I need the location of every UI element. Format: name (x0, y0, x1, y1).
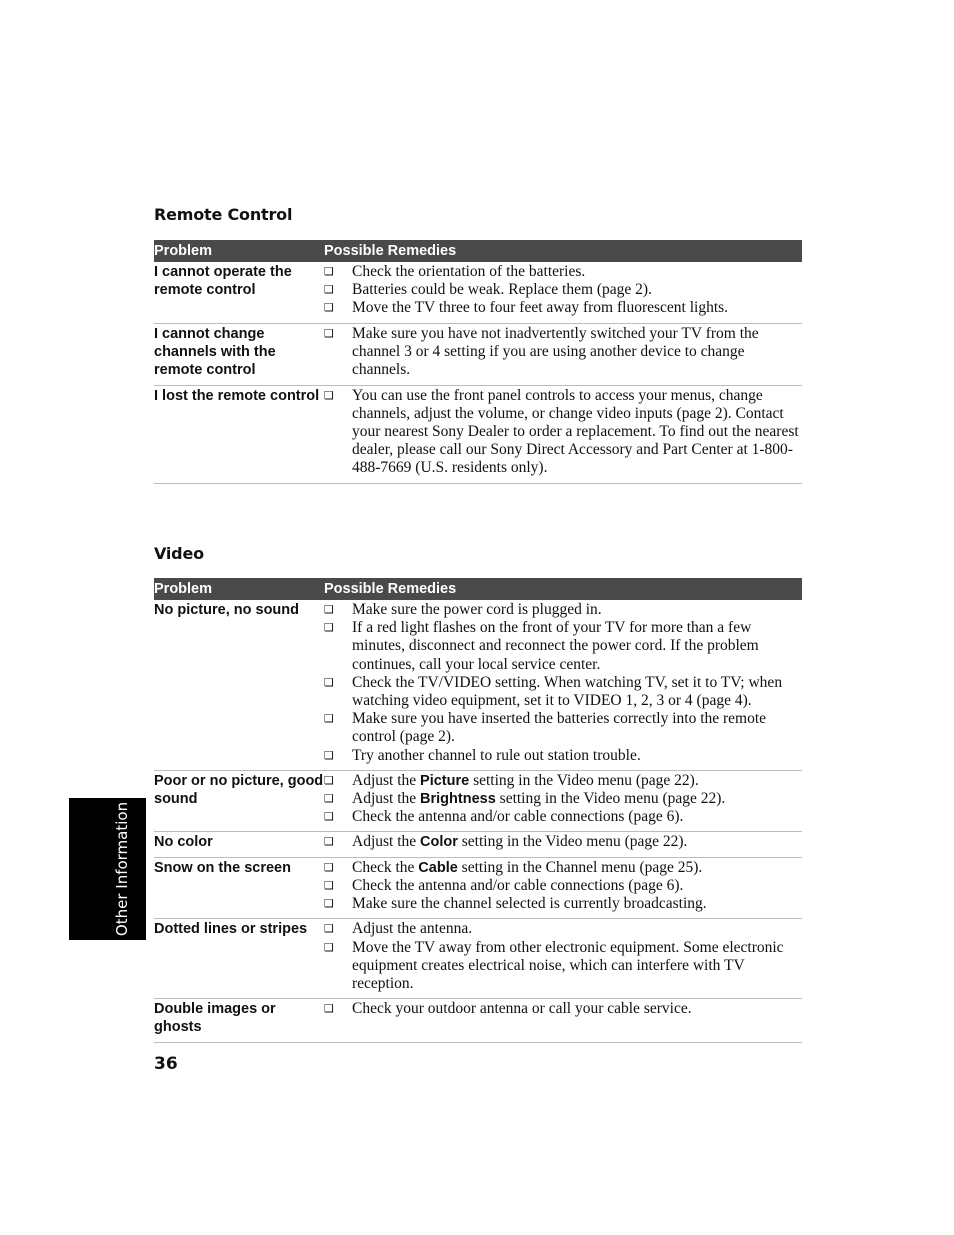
checkbox-bullet-icon: ❑ (324, 283, 334, 297)
remedy-text: Make sure the channel selected is currently broadcasting. (352, 895, 707, 913)
menu-keyword: Color (420, 834, 458, 851)
problem-cell: Poor or no picture, good sound (154, 770, 324, 832)
remedy-item (324, 299, 802, 317)
remedy-item (324, 619, 802, 674)
column-header-remedies: Possible Remedies (324, 240, 802, 262)
remedy-text: setting in the Video menu (page 22). (457, 833, 688, 851)
remote-control-table-body (154, 262, 802, 483)
remedies-list (324, 772, 802, 827)
remedy-text: Make sure you have not inadvertently switched your TV from the channel 3 or 4 setting if you are using another device to change channels. (352, 324, 759, 379)
remedies-list (324, 1000, 802, 1018)
section-title-video: Video (154, 544, 204, 563)
menu-keyword: Cable (418, 859, 458, 876)
remedy-text: Check the TV/VIDEO setting. When watching TV, set it to TV; when watching video equipment, set it to VIDEO 1, 2, 3 or 4 (page 4). (352, 673, 783, 710)
remedy-text: Move the TV away from other electronic equipment. Some electronic equipment creates electrical noise, which can interfere with TV reception. (352, 938, 784, 992)
checkbox-bullet-icon: ❑ (324, 940, 334, 954)
remedy-text: You can use the front panel controls to access your menus, change channels, adjust the volume, or change video inputs (page 2). Contact your nearest Sony Dealer to order a replacement. To find out the nearest dealer, please call our Sony Direct Accessory and Part Center at 1-800-488-7669 (U.S. residents only). (352, 386, 799, 477)
remedy-text: Adjust the (352, 790, 421, 808)
remedies-cell (324, 999, 802, 1043)
remedy-text: setting in the Channel menu (page 25). (457, 858, 703, 876)
video-table (154, 578, 802, 1043)
remedies-cell (324, 262, 802, 323)
problem-cell: I cannot operate the remote control (154, 262, 324, 323)
checkbox-bullet-icon: ❑ (324, 810, 334, 824)
remedy-item (324, 747, 802, 765)
remedy-item (324, 920, 802, 938)
remedies-cell (324, 600, 802, 770)
checkbox-bullet-icon: ❑ (324, 326, 334, 340)
remedy-item (324, 833, 802, 851)
remedies-list (324, 859, 802, 914)
remote-control-table (154, 240, 802, 484)
menu-keyword: Picture (420, 772, 470, 789)
table-row (154, 262, 802, 323)
remedy-item (324, 808, 802, 826)
remedy-item (324, 859, 802, 877)
remedy-item (324, 387, 802, 478)
checkbox-bullet-icon: ❑ (324, 835, 334, 849)
remedy-item (324, 772, 802, 790)
section-title-remote-control: Remote Control (154, 205, 293, 224)
remedy-text: Check the orientation of the batteries. (352, 263, 586, 280)
checkbox-bullet-icon: ❑ (324, 860, 334, 874)
table-header-row (154, 578, 802, 600)
remedy-text: Make sure the power cord is plugged in. (352, 601, 602, 618)
remedies-list (324, 263, 802, 318)
checkbox-bullet-icon: ❑ (324, 897, 334, 911)
remedies-cell (324, 770, 802, 832)
remedies-cell (324, 385, 802, 483)
checkbox-bullet-icon: ❑ (324, 878, 334, 892)
remedy-text: Batteries could be weak. Replace them (page 2). (352, 281, 652, 299)
table-row (154, 999, 802, 1043)
problem-cell: No color (154, 832, 324, 857)
remedy-item (324, 674, 802, 710)
checkbox-bullet-icon: ❑ (324, 675, 334, 689)
menu-keyword: Brightness (420, 791, 496, 808)
remedy-text: Adjust the antenna. (352, 920, 473, 938)
problem-cell: No picture, no sound (154, 600, 324, 770)
checkbox-bullet-icon: ❑ (324, 265, 334, 278)
table-row (154, 323, 802, 385)
remedy-item (324, 895, 802, 913)
remedy-item (324, 263, 802, 281)
page-number: 36 (154, 1054, 178, 1074)
remedies-cell (324, 857, 802, 919)
remedy-text: setting in the Video menu (page 22). (495, 790, 726, 808)
remedy-item (324, 790, 802, 808)
remedy-text: Move the TV three to four feet away from fluorescent lights. (352, 299, 729, 317)
checkbox-bullet-icon: ❑ (324, 1002, 334, 1016)
remedies-list (324, 325, 802, 380)
remedy-item (324, 601, 802, 619)
remedies-cell (324, 919, 802, 999)
table-row (154, 385, 802, 483)
remedy-text: Try another channel to rule out station trouble. (352, 746, 641, 764)
remedies-cell (324, 323, 802, 385)
remedy-text: setting in the Video menu (page 22). (469, 771, 699, 789)
remedy-text: Check the antenna and/or cable connections (page 6). (352, 876, 684, 894)
column-header-problem: Problem (154, 578, 324, 600)
remedy-item (324, 877, 802, 895)
remedies-cell (324, 832, 802, 857)
column-header-remedies: Possible Remedies (324, 578, 802, 600)
remedies-list (324, 601, 802, 765)
problem-cell: I lost the remote control (154, 385, 324, 483)
remedy-text: Check the antenna and/or cable connections (page 6). (352, 808, 684, 826)
remedy-text: If a red light flashes on the front of your TV for more than a few minutes, disconnect and reconnect the power cord. If the problem continues, call your local service center. (352, 619, 759, 673)
checkbox-bullet-icon: ❑ (324, 773, 334, 787)
remedy-item (324, 325, 802, 380)
remedies-list (324, 387, 802, 478)
remedy-text: Check your outdoor antenna or call your cable service. (352, 1000, 692, 1018)
table-row (154, 857, 802, 919)
remedy-text: Adjust the (352, 771, 421, 789)
remedy-text: Check the (352, 858, 419, 876)
table-header-row (154, 240, 802, 262)
checkbox-bullet-icon: ❑ (324, 388, 334, 402)
problem-cell: Snow on the screen (154, 857, 324, 919)
remedy-text: Adjust the (352, 833, 421, 851)
table-row (154, 600, 802, 770)
checkbox-bullet-icon: ❑ (324, 792, 334, 806)
problem-cell: Dotted lines or stripes (154, 919, 324, 999)
checkbox-bullet-icon: ❑ (324, 301, 334, 315)
table-row (154, 770, 802, 832)
table-row (154, 832, 802, 857)
remedies-list (324, 833, 802, 851)
side-tab-label: Other Information (113, 801, 131, 937)
remedy-text: Make sure you have inserted the batteries correctly into the remote control (page 2). (352, 710, 767, 746)
problem-cell: Double images or ghosts (154, 999, 324, 1043)
checkbox-bullet-icon: ❑ (324, 621, 334, 635)
remedy-item (324, 1000, 802, 1018)
video-table-body (154, 600, 802, 1042)
checkbox-bullet-icon: ❑ (324, 712, 334, 726)
column-header-problem: Problem (154, 240, 324, 262)
remedy-item (324, 710, 802, 746)
checkbox-bullet-icon: ❑ (324, 603, 334, 616)
checkbox-bullet-icon: ❑ (324, 748, 334, 762)
side-tab (69, 798, 146, 940)
checkbox-bullet-icon: ❑ (324, 922, 334, 936)
remedies-list (324, 920, 802, 993)
remedy-item (324, 281, 802, 299)
problem-cell: I cannot change channels with the remote control (154, 323, 324, 385)
table-row (154, 919, 802, 999)
remedy-item (324, 939, 802, 994)
